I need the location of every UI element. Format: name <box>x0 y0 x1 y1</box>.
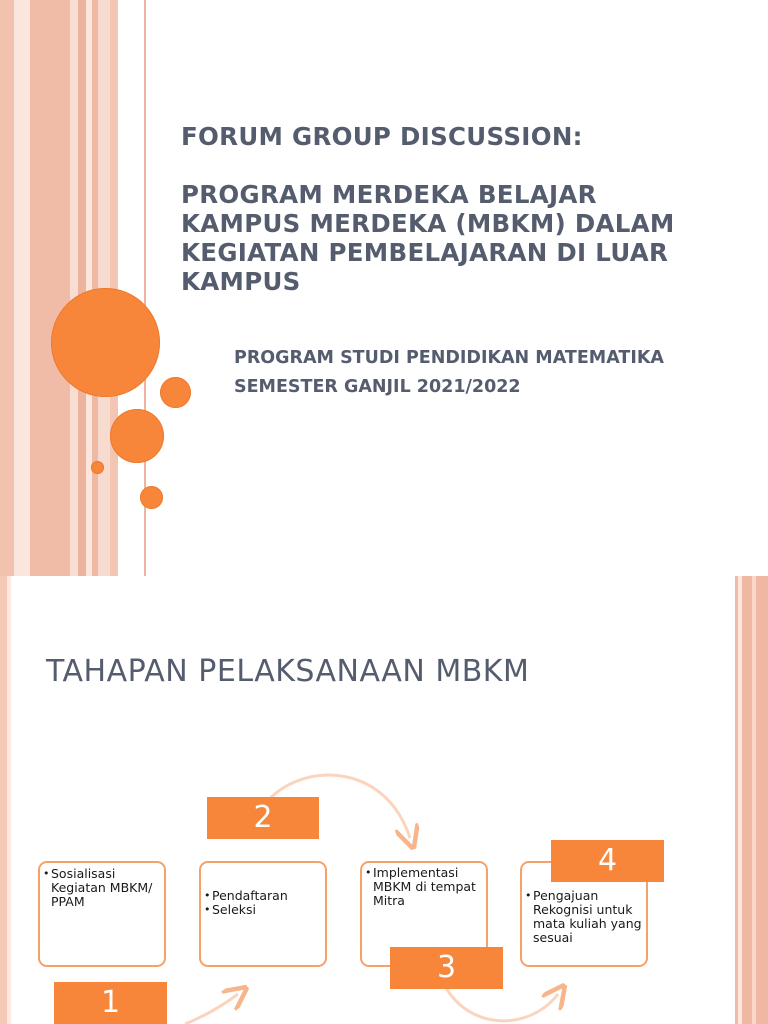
title-line: PROGRAM MERDEKA BELAJAR <box>181 180 597 209</box>
title-line: FORUM GROUP DISCUSSION: <box>181 122 583 151</box>
title-line: KAMPUS <box>181 267 301 296</box>
step-item: • Pendaftaran <box>201 889 325 903</box>
slide-subtitle <box>234 344 754 402</box>
decor-stripe <box>30 0 70 576</box>
decor-stripe <box>14 0 30 576</box>
decor-stripe <box>70 0 78 576</box>
step-card-1 <box>38 861 166 967</box>
step-item: • Implementasi MBKM di tempat Mitra <box>362 866 486 908</box>
step-number: 4 <box>551 840 664 882</box>
step-number: 3 <box>390 947 503 989</box>
decor-circle-large <box>51 288 160 397</box>
title-line: KEGIATAN PEMBELAJARAN DI LUAR <box>181 238 669 267</box>
step-number: 2 <box>207 797 319 839</box>
decor-circle <box>140 486 163 509</box>
step-item: • Pengajuan Rekognisi untuk mata kuliah yang sesuai <box>522 889 646 945</box>
decor-circle <box>110 409 164 463</box>
decor-stripe <box>0 0 14 576</box>
subtitle-line: PROGRAM STUDI PENDIDIKAN MATEMATIKA <box>234 348 664 368</box>
subtitle-line: SEMESTER GANJIL 2021/2022 <box>234 377 521 397</box>
step-item: • Sosialisasi Kegiatan MBKM/ PPAM <box>40 867 164 909</box>
slide-title: TAHAPAN PELAKSANAAN MBKM <box>46 654 530 689</box>
step-card-2 <box>199 861 327 967</box>
arc-arrow <box>185 994 238 1024</box>
slide-2 <box>0 576 768 1024</box>
decor-circle <box>160 377 191 408</box>
title-line: KAMPUS MERDEKA (MBKM) DALAM <box>181 209 675 238</box>
step-item: • Seleksi <box>201 903 325 917</box>
slide-title <box>181 122 741 296</box>
arc-arrow <box>445 986 558 1021</box>
decor-stripe <box>78 0 86 576</box>
step-number: 1 <box>54 982 167 1024</box>
decor-circle-small <box>91 461 104 474</box>
